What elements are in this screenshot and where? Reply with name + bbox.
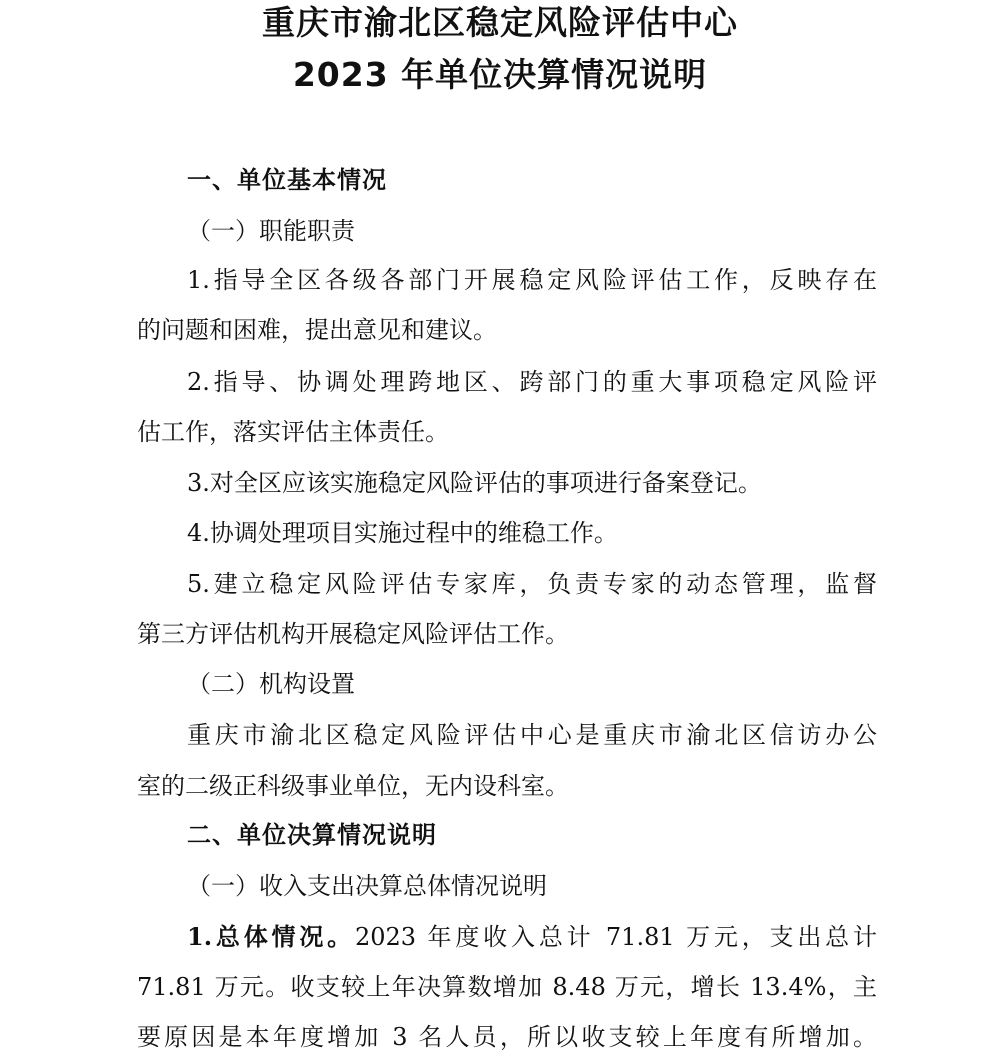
org-paragraph-line1: 重庆市渝北区稳定风险评估中心是重庆市渝北区信访办公 (187, 721, 877, 749)
duty-item-4: 4.协调处理项目实施过程中的维稳工作。 (187, 519, 618, 547)
duty-item-2-line1: 2.指导、协调处理跨地区、跨部门的重大事项稳定风险评 (187, 368, 877, 396)
overall-paragraph-line3: 要原因是本年度增加 3 名人员，所以收支较上年度有所增加。 (137, 1023, 877, 1051)
section1-sub1-heading: （一）职能职责 (187, 217, 355, 245)
duty-item-1-line1: 1.指导全区各级各部门开展稳定风险评估工作，反映存在 (187, 266, 877, 294)
duty-item-5-line1: 5.建立稳定风险评估专家库，负责专家的动态管理，监督 (187, 570, 877, 598)
section2-sub1-heading: （一）收入支出决算总体情况说明 (187, 872, 547, 900)
section2-heading: 二、单位决算情况说明 (187, 821, 437, 849)
duty-item-5-line2: 第三方评估机构开展稳定风险评估工作。 (137, 620, 569, 648)
duty-item-3: 3.对全区应该实施稳定风险评估的事项进行备案登记。 (187, 469, 762, 497)
document-title-line1: 重庆市渝北区稳定风险评估中心 (262, 3, 738, 42)
section1-sub2-heading: （二）机构设置 (187, 670, 355, 698)
duty-item-2-line2: 估工作，落实评估主体责任。 (137, 418, 449, 446)
overall-text: 2023 年度收入总计 71.81 万元，支出总计 (355, 923, 878, 951)
document-title-line2: 2023 年单位决算情况说明 (292, 55, 708, 94)
overall-paragraph-line2: 71.81 万元。收支较上年决算数增加 8.48 万元，增长 13.4%，主 (137, 973, 877, 1001)
org-paragraph-line2: 室的二级正科级事业单位，无内设科室。 (137, 772, 569, 800)
duty-item-1-line2: 的问题和困难，提出意见和建议。 (137, 316, 497, 344)
overall-paragraph-line1 (187, 919, 877, 955)
section1-heading: 一、单位基本情况 (187, 166, 387, 194)
overall-label: 1.总体情况。 (187, 922, 355, 951)
